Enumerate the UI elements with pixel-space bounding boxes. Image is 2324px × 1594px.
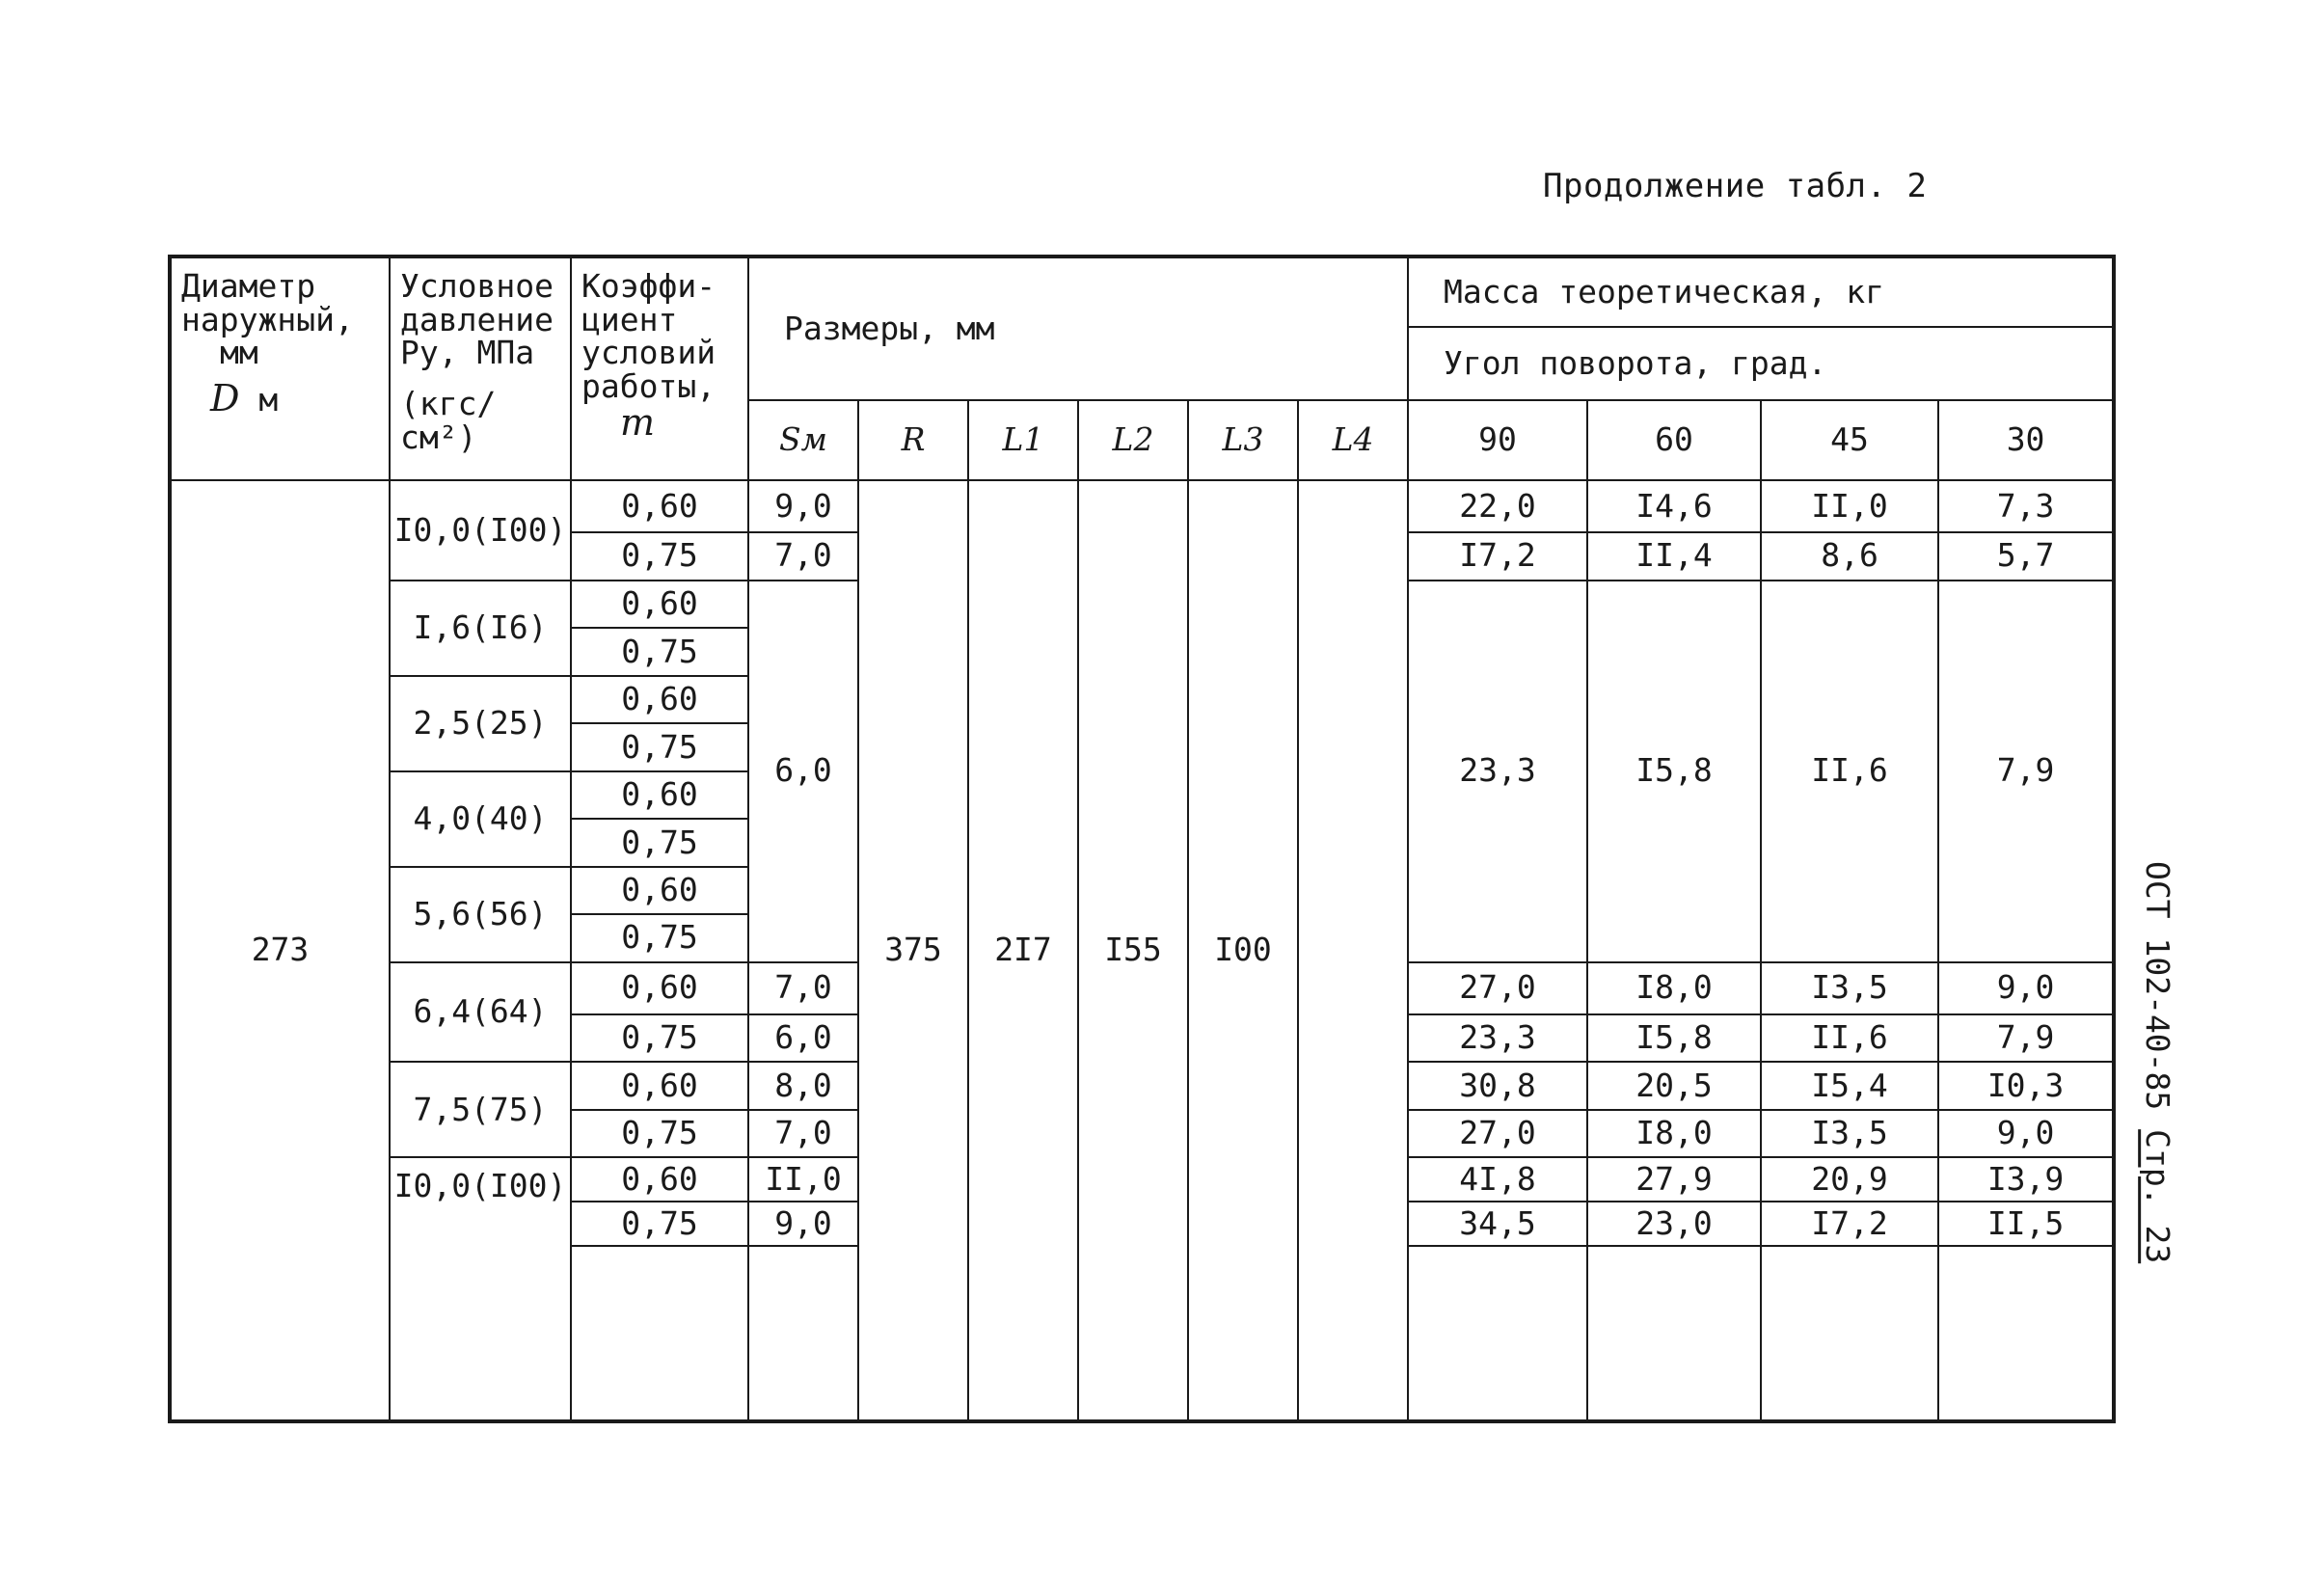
cell-mass-30: I0,3	[1938, 1062, 2114, 1109]
cell-pressure: I,6(I6)	[390, 581, 571, 676]
cell-mass-45: II,6	[1761, 1014, 1938, 1062]
cell-s: 6,0	[748, 1014, 858, 1062]
header-coefficient-line: Коэффи-	[581, 267, 716, 305]
cell-mass-60: I4,6	[1587, 480, 1761, 531]
header-pressure	[390, 257, 571, 480]
cell-mass-60: II,4	[1587, 532, 1761, 581]
header-diameter	[170, 257, 390, 480]
cell-mass-90: 22,0	[1408, 480, 1587, 531]
cell-s: 7,0	[748, 962, 858, 1014]
cell-m: 0,75	[571, 1014, 748, 1062]
diameter-subscript: м	[258, 380, 279, 419]
cell-mass-90: 30,8	[1408, 1062, 1587, 1109]
cell-mass-60: 20,5	[1587, 1062, 1761, 1109]
cell-pressure: I0,0(I00)	[390, 480, 571, 581]
cell-s-empty	[748, 1246, 858, 1421]
cell-mass-30: 9,0	[1938, 962, 2114, 1014]
header-pressure-line: Ру, МПа	[400, 334, 535, 372]
header-pressure-line: Условное	[400, 267, 554, 305]
cell-mass-60: I8,0	[1587, 962, 1761, 1014]
cell-mass-empty	[1761, 1246, 1938, 1421]
cell-m: 0,75	[571, 532, 748, 581]
cell-mass-45: I3,5	[1761, 962, 1938, 1014]
header-angle-30: 30	[1938, 400, 2114, 480]
cell-pressure: 2,5(25)	[390, 676, 571, 771]
cell-pressure: 4,0(40)	[390, 771, 571, 867]
cell-s: 9,0	[748, 1202, 858, 1246]
cell-mass-45: 8,6	[1761, 532, 1938, 581]
cell-m: 0,60	[571, 771, 748, 819]
cell-s: 7,0	[748, 1110, 858, 1157]
header-coefficient	[571, 257, 748, 480]
cell-m: 0,75	[571, 1110, 748, 1157]
page-number: Стр. 23	[2139, 1129, 2176, 1264]
cell-mass-90: 27,0	[1408, 962, 1587, 1014]
cell-l4	[1298, 480, 1408, 1421]
cell-m: 0,75	[571, 1202, 748, 1246]
cell-mass-45: II,0	[1761, 480, 1938, 531]
header-coefficient-line: циент	[581, 300, 678, 338]
cell-mass-90-group: 23,3	[1408, 581, 1587, 962]
header-sm: Sм	[748, 400, 858, 480]
header-l3: L3	[1188, 400, 1298, 480]
cell-l3: I00	[1188, 480, 1298, 1421]
header-angle-45: 45	[1761, 400, 1938, 480]
cell-mass-empty	[1587, 1246, 1761, 1421]
header-pressure-line: давление	[400, 300, 554, 338]
cell-mass-60: I8,0	[1587, 1110, 1761, 1157]
header-l1: L1	[968, 400, 1078, 480]
cell-m: 0,60	[571, 1062, 748, 1109]
cell-mass-45: I5,4	[1761, 1062, 1938, 1109]
cell-mass-90: 4I,8	[1408, 1157, 1587, 1201]
header-diameter-line: Диаметр	[181, 267, 316, 305]
header-r: R	[858, 400, 968, 480]
cell-s: 7,0	[748, 532, 858, 581]
cell-mass-90: 27,0	[1408, 1110, 1587, 1157]
cell-mass-30: 7,9	[1938, 1014, 2114, 1062]
cell-mass-60: I5,8	[1587, 1014, 1761, 1062]
diameter-symbol: D	[210, 376, 240, 419]
cell-mass-30: 7,3	[1938, 480, 2114, 531]
cell-m: 0,60	[571, 676, 748, 723]
cell-m-empty	[571, 1246, 748, 1421]
cell-m: 0,75	[571, 819, 748, 866]
cell-mass-30-group: 7,9	[1938, 581, 2114, 962]
header-diameter-line: мм	[220, 334, 258, 372]
cell-pressure: I0,0(I00)	[390, 1157, 571, 1421]
cell-m: 0,60	[571, 480, 748, 531]
cell-m: 0,75	[571, 628, 748, 675]
cell-s: 9,0	[748, 480, 858, 531]
header-coefficient-line: работы,	[581, 366, 716, 405]
cell-mass-45: I3,5	[1761, 1110, 1938, 1157]
header-dimensions: Размеры, мм	[748, 257, 1408, 400]
header-coefficient-line: условий	[581, 334, 716, 372]
cell-mass-45: 20,9	[1761, 1157, 1938, 1201]
header-l2: L2	[1078, 400, 1188, 480]
cell-mass-45-group: II,6	[1761, 581, 1938, 962]
header-mass: Масса теоретическая, кг	[1408, 257, 2114, 327]
cell-m: 0,75	[571, 723, 748, 770]
cell-mass-30: 5,7	[1938, 532, 2114, 581]
header-angle-60: 60	[1587, 400, 1761, 480]
cell-m: 0,60	[571, 581, 748, 628]
table-caption: Продолжение табл. 2	[1543, 167, 1928, 205]
cell-l1: 2I7	[968, 480, 1078, 1421]
cell-mass-60: 23,0	[1587, 1202, 1761, 1246]
cell-mass-30: I3,9	[1938, 1157, 2114, 1201]
cell-mass-45: I7,2	[1761, 1202, 1938, 1246]
header-angle: Угол поворота, град.	[1408, 327, 2114, 401]
document-code-label	[2139, 861, 2176, 1263]
cell-m: 0,60	[571, 867, 748, 914]
standard-code: ОСТ 102-40-85	[2139, 861, 2176, 1130]
cell-mass-empty	[1408, 1246, 1587, 1421]
cell-mass-60: 27,9	[1587, 1157, 1761, 1201]
header-diameter-line: наружный,	[181, 300, 354, 338]
cell-m: 0,60	[571, 962, 748, 1014]
cell-mass-60-group: I5,8	[1587, 581, 1761, 962]
data-table	[168, 255, 2116, 1423]
header-diameter-symbol	[210, 376, 381, 419]
cell-m: 0,75	[571, 914, 748, 961]
cell-mass-90: I7,2	[1408, 532, 1587, 581]
cell-pressure: 7,5(75)	[390, 1062, 571, 1157]
cell-l2: I55	[1078, 480, 1188, 1421]
header-coefficient-symbol: m	[620, 400, 656, 444]
cell-pressure: 5,6(56)	[390, 867, 571, 962]
cell-s-group: 6,0	[748, 581, 858, 962]
cell-mass-30: 9,0	[1938, 1110, 2114, 1157]
table-row	[170, 480, 2114, 531]
cell-r: 375	[858, 480, 968, 1421]
header-angle-90: 90	[1408, 400, 1587, 480]
cell-mass-30: II,5	[1938, 1202, 2114, 1246]
cell-mass-empty	[1938, 1246, 2114, 1421]
header-pressure-units: (кгс/см²)	[400, 384, 497, 456]
cell-s: II,0	[748, 1157, 858, 1201]
header-l4: L4	[1298, 400, 1408, 480]
cell-s: 8,0	[748, 1062, 858, 1109]
cell-pressure: 6,4(64)	[390, 962, 571, 1063]
cell-mass-90: 23,3	[1408, 1014, 1587, 1062]
cell-m: 0,60	[571, 1157, 748, 1201]
cell-diameter: 273	[170, 480, 390, 1421]
cell-mass-90: 34,5	[1408, 1202, 1587, 1246]
